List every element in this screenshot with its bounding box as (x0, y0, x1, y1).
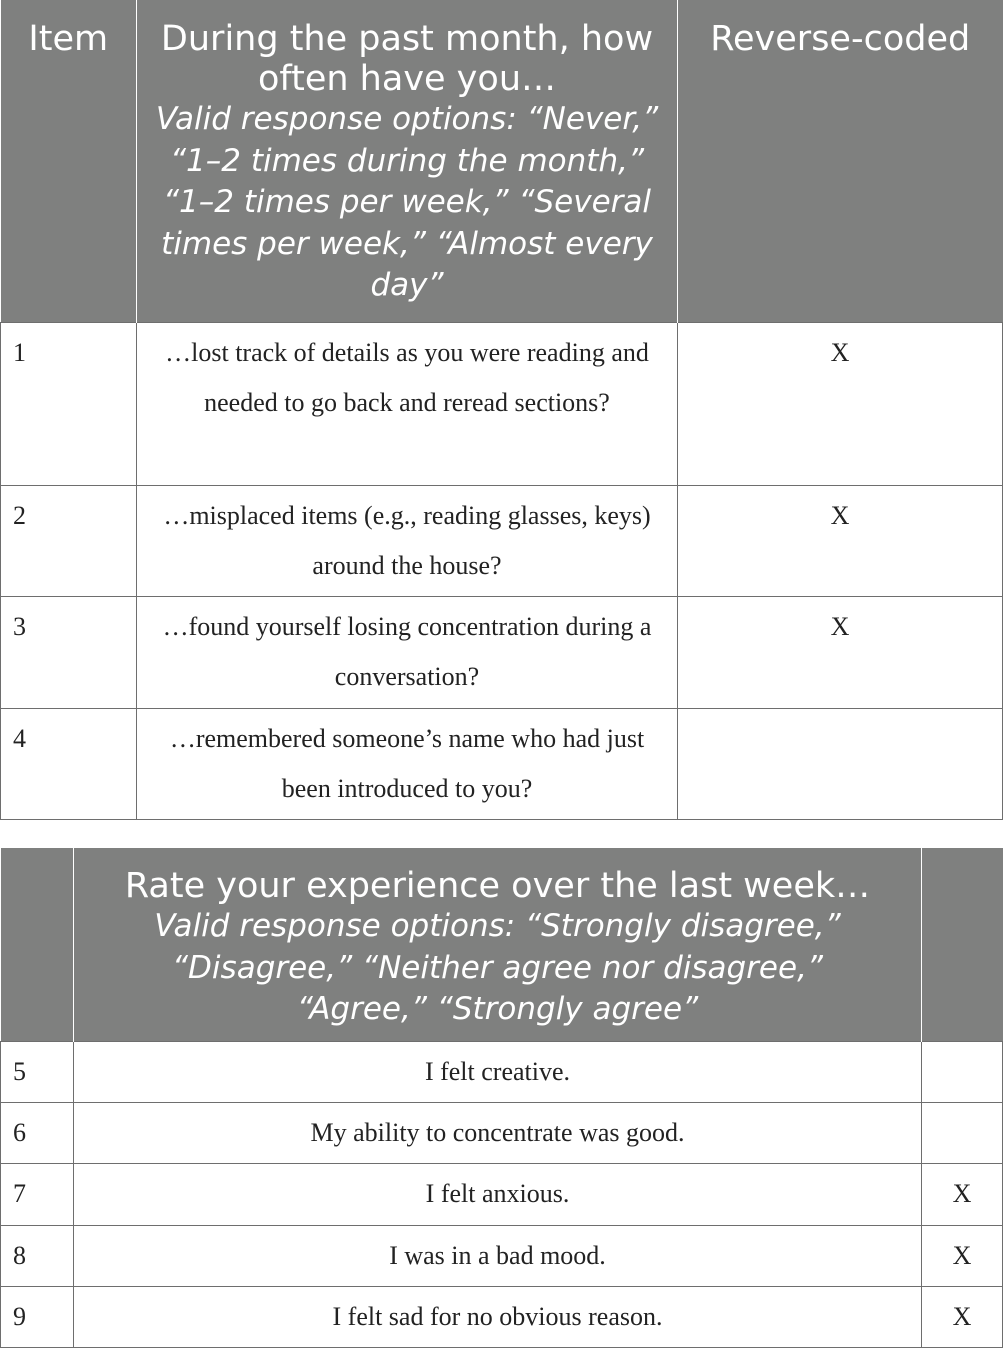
reverse-coded-mark: X (678, 596, 1003, 708)
item-question: …lost track of details as you were reading and needed to go back and reread sections? (137, 322, 678, 485)
table-row (1, 1164, 1003, 1225)
item-number: 6 (1, 1102, 74, 1163)
item-statement: My ability to concentrate was good. (74, 1102, 922, 1163)
table-row (1, 708, 1003, 819)
item-question: …found yourself losing concentration during a conversation? (137, 596, 678, 708)
item-number: 2 (1, 485, 137, 596)
reverse-coded-mark: X (678, 485, 1003, 596)
item-number: 4 (1, 708, 137, 819)
item-column-header: Item (1, 0, 137, 322)
reverse-coded-mark: X (922, 1287, 1003, 1348)
table-row (1, 1102, 1003, 1163)
reverse-coded-mark (922, 1041, 1003, 1102)
item-statement: I felt sad for no obvious reason. (74, 1287, 922, 1348)
table-row (1, 1041, 1003, 1102)
item-statement: I felt creative. (74, 1041, 922, 1102)
reverse-coded-mark (922, 1102, 1003, 1163)
table-row (1, 1287, 1003, 1348)
mood-items-table (0, 848, 1003, 1348)
item-number: 9 (1, 1287, 74, 1348)
item-column-header (1, 848, 74, 1041)
item-statement: I was in a bad mood. (74, 1225, 922, 1286)
item-number: 3 (1, 596, 137, 708)
table-row (1, 596, 1003, 708)
table-row (1, 1225, 1003, 1286)
reverse-coded-mark: X (678, 322, 1003, 485)
reverse-coded-column-header: Reverse-coded (678, 0, 1003, 322)
question-heading: Rate your experience over the last week… (124, 866, 871, 906)
item-statement: I felt anxious. (74, 1164, 922, 1225)
reverse-coded-mark (678, 708, 1003, 819)
question-column-header (137, 0, 678, 322)
reverse-coded-column-header (922, 848, 1003, 1041)
table-row (1, 322, 1003, 485)
item-number: 5 (1, 1041, 74, 1102)
table-row (1, 485, 1003, 596)
question-heading: During the past month, how often have you… (160, 19, 654, 99)
item-number: 1 (1, 322, 137, 485)
reverse-coded-mark: X (922, 1225, 1003, 1286)
question-column-header (74, 848, 922, 1041)
table-header-row (1, 848, 1003, 1041)
item-number: 8 (1, 1225, 74, 1286)
item-question: …misplaced items (e.g., reading glasses, keys) around the house? (137, 485, 678, 596)
item-number: 7 (1, 1164, 74, 1225)
table-header-row (1, 0, 1003, 322)
reverse-coded-mark: X (922, 1164, 1003, 1225)
response-options-note: Valid response options: “Strongly disagree,” “Disagree,” “Neither agree nor disagree,” “Agree,” “Strongly agree” (154, 908, 841, 1027)
item-question: …remembered someone’s name who had just been introduced to you? (137, 708, 678, 819)
response-options-note: Valid response options: “Never,” “1–2 times during the month,” “1–2 times per week,” “Several times per week,” “Almost every day” (155, 101, 659, 303)
